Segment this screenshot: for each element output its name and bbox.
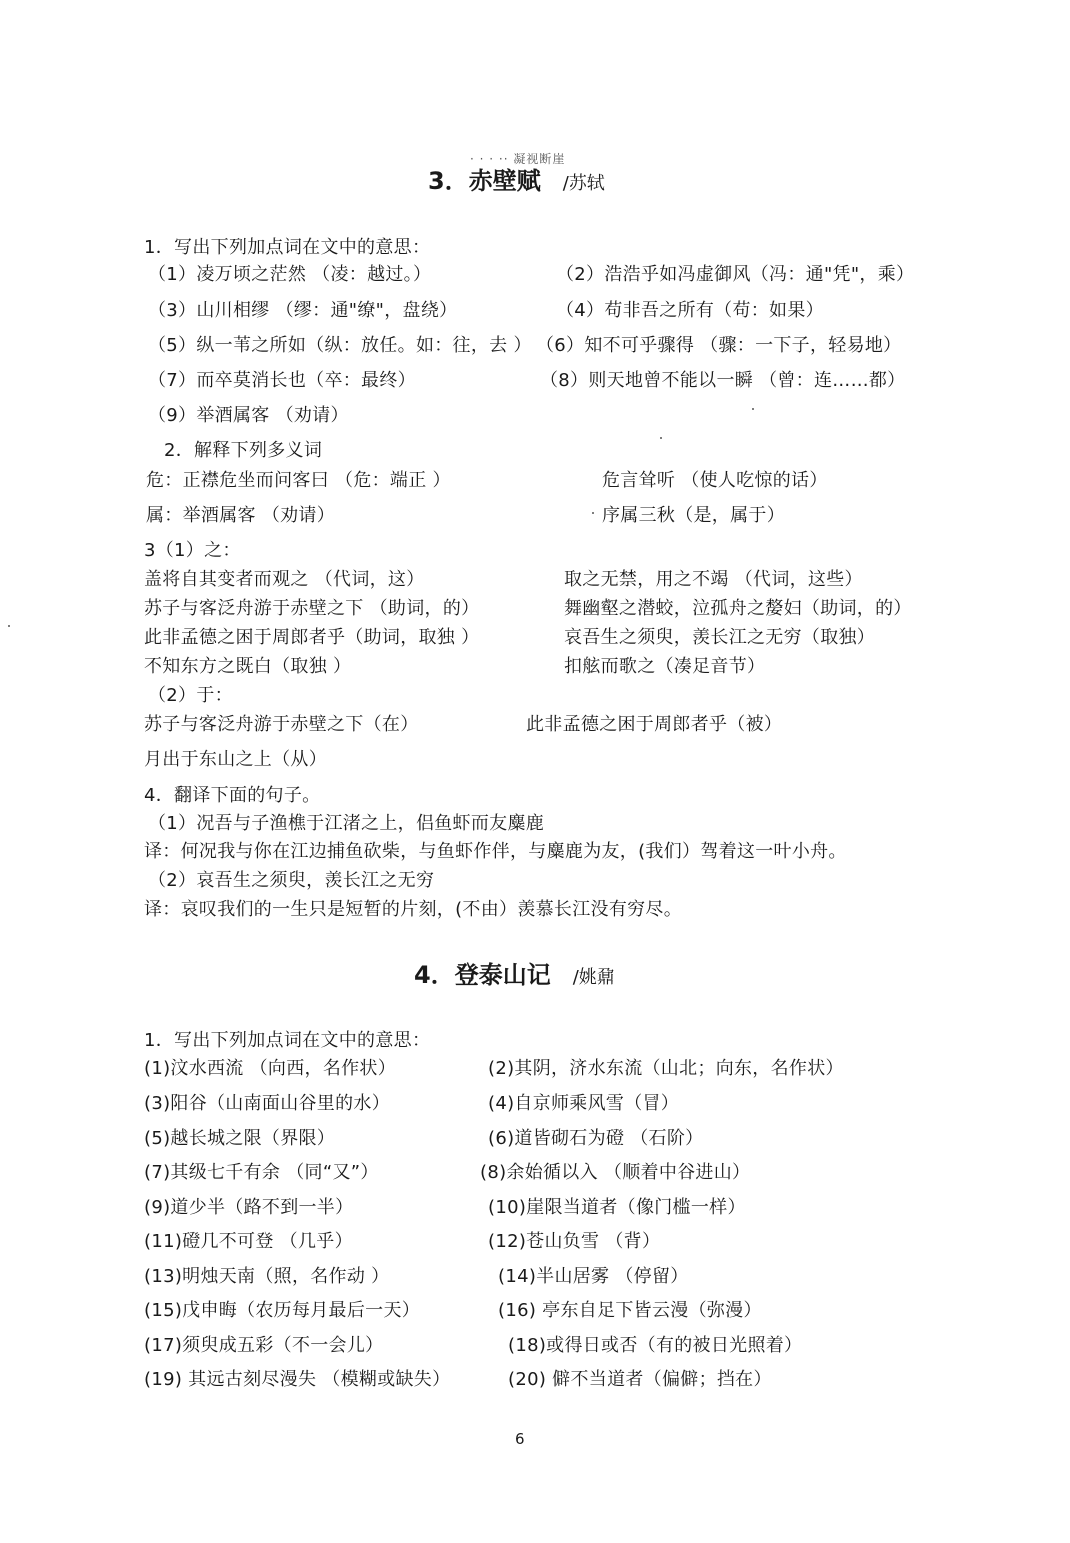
s3-q1-item: （2）浩浩乎如冯虚御风（冯：通"凭"，乘）	[556, 264, 915, 285]
s3-q1-item: （5）纵一苇之所如（纵：放任。如：往，去 ）	[148, 335, 532, 356]
s3-q4-line: 译：何况我与你在江边捕鱼砍柴，与鱼虾作伴，与麋鹿为友，(我们）驾着这一叶小舟。	[144, 841, 847, 862]
s3-q4-line: （1）况吾与子渔樵于江渚之上，侣鱼虾而友麋鹿	[148, 813, 545, 834]
s3-q3-zhi-item: 此非孟德之困于周郎者乎（助词，取独 ）	[144, 627, 480, 648]
s3-q1-item: （8）则天地曾不能以一瞬 （曾：连……都）	[540, 370, 906, 391]
s3-q3-heading: 3（1）之：	[144, 540, 241, 561]
s3-q1-heading: 1．写出下列加点词在文中的意思：	[144, 237, 431, 258]
s3-q2-heading: 2．解释下列多义词	[164, 440, 323, 461]
s3-q3-zhi-item: 不知东方之既白（取独 ）	[144, 656, 352, 677]
s3-q1-item: （9）举酒属客 （劝请）	[148, 405, 349, 426]
s3-q1-item: （7）而卒莫消长也（卒：最终）	[148, 370, 416, 391]
s3-q1-item: （6）知不可乎骤得 （骤：一下子，轻易地）	[536, 335, 902, 356]
s4-item: (20) 僻不当道者（偏僻；挡在）	[508, 1369, 772, 1390]
section3-author: /苏轼	[562, 173, 605, 194]
s3-q4-line: （2）哀吾生之须臾，羡长江之无穷	[148, 870, 435, 891]
s4-item: (15)戊申晦（农历每月最后一天）	[144, 1300, 421, 1321]
s3-q2-item: 序属三秋（是，属于）	[602, 505, 785, 526]
s3-q3-yu-item: 苏子与客泛舟游于赤壁之下（在）	[144, 714, 419, 735]
s4-item: (16) 亭东自足下皆云漫（弥漫）	[498, 1300, 762, 1321]
scan-speck	[752, 408, 754, 410]
s3-q3-yu-item: 此非孟德之困于周郎者乎（被）	[526, 714, 783, 735]
section4-title-text: 4．登泰山记	[414, 961, 551, 989]
s4-item: (14)半山居雾 （停留）	[498, 1266, 689, 1287]
s4-item: (7)其级七千有余 （同“又”）	[144, 1162, 379, 1183]
s4-item: (8)余始循以入 （顺着中谷进山）	[480, 1162, 751, 1183]
s4-item: (6)道皆砌石为磴 （石阶）	[488, 1128, 704, 1149]
s3-q4-heading: 4．翻译下面的句子。	[144, 785, 321, 806]
s4-item: (9)道少半（路不到一半）	[144, 1197, 354, 1218]
scan-speck	[8, 625, 10, 627]
s4-item: (10)崖限当道者（像门槛一样）	[488, 1197, 746, 1218]
section4-title	[414, 960, 615, 993]
s4-item: (19) 其远古刻尽漫失 （模糊或缺失）	[144, 1369, 451, 1390]
section3-title	[428, 166, 605, 199]
s3-q3-zhi-item: 哀吾生之须臾，羡长江之无穷（取独）	[564, 627, 876, 648]
scan-smudge: · · · ·· 凝视断崖	[470, 152, 566, 166]
s4-item: (3)阳谷（山南面山谷里的水）	[144, 1093, 390, 1114]
s4-item: (18)或得日或否（有的被日光照着）	[508, 1335, 803, 1356]
s3-q3-2-heading: （2）于：	[148, 685, 233, 706]
s4-item: (5)越长城之限（界限）	[144, 1128, 336, 1149]
s3-q4-line: 译：哀叹我们的一生只是短暂的片刻，(不由）羡慕长江没有穷尽。	[144, 899, 683, 920]
s3-q3-zhi-item: 盖将自其变者而观之 （代词，这）	[144, 569, 425, 590]
s4-item: (2)其阴，济水东流（山北；向东，名作状）	[488, 1058, 844, 1079]
s3-q2-item: 属：举酒属客 （劝请）	[146, 505, 336, 526]
s3-q3-zhi-item: 扣舷而歌之（凑足音节）	[564, 656, 766, 677]
section3-title-text: 3．赤壁赋	[428, 167, 541, 195]
s3-q1-item: （4）苟非吾之所有（苟：如果）	[556, 300, 824, 321]
s4-item: (17)须臾成五彩（不一会儿）	[144, 1335, 384, 1356]
s3-q1-item: （1）凌万顷之茫然 （凌：越过。）	[148, 264, 432, 285]
s3-q1-item: （3）山川相缪 （缪：通"缭"，盘绕）	[148, 300, 458, 321]
section4-author: /姚鼐	[572, 967, 615, 988]
s3-q3-zhi-item: 舞幽壑之潜蛟，泣孤舟之嫠妇（助词，的）	[564, 598, 912, 619]
s3-q2-item: 危：正襟危坐而问客曰 （危：端正 ）	[146, 470, 451, 491]
s4-q1-heading: 1．写出下列加点词在文中的意思：	[144, 1030, 431, 1051]
s3-q3-yu-item: 月出于东山之上（从）	[144, 749, 327, 770]
s4-item: (1)汶水西流 （向西，名作状）	[144, 1058, 397, 1079]
scan-speck	[660, 437, 662, 439]
s3-q3-zhi-item: 取之无禁，用之不竭 （代词，这些）	[564, 569, 863, 590]
s4-item: (12)苍山负雪 （背）	[488, 1231, 661, 1252]
page-number: 6	[515, 1430, 525, 1448]
scan-speck	[592, 512, 594, 514]
s4-item: (13)明烛天南（照，名作动 ）	[144, 1266, 390, 1287]
s4-item: (11)磴几不可登 （几乎）	[144, 1231, 353, 1252]
s3-q2-item: 危言耸听 （使人吃惊的话）	[602, 470, 828, 491]
s4-item: (4)自京师乘风雪（冒）	[488, 1093, 680, 1114]
s3-q3-zhi-item: 苏子与客泛舟游于赤壁之下 （助词，的）	[144, 598, 480, 619]
